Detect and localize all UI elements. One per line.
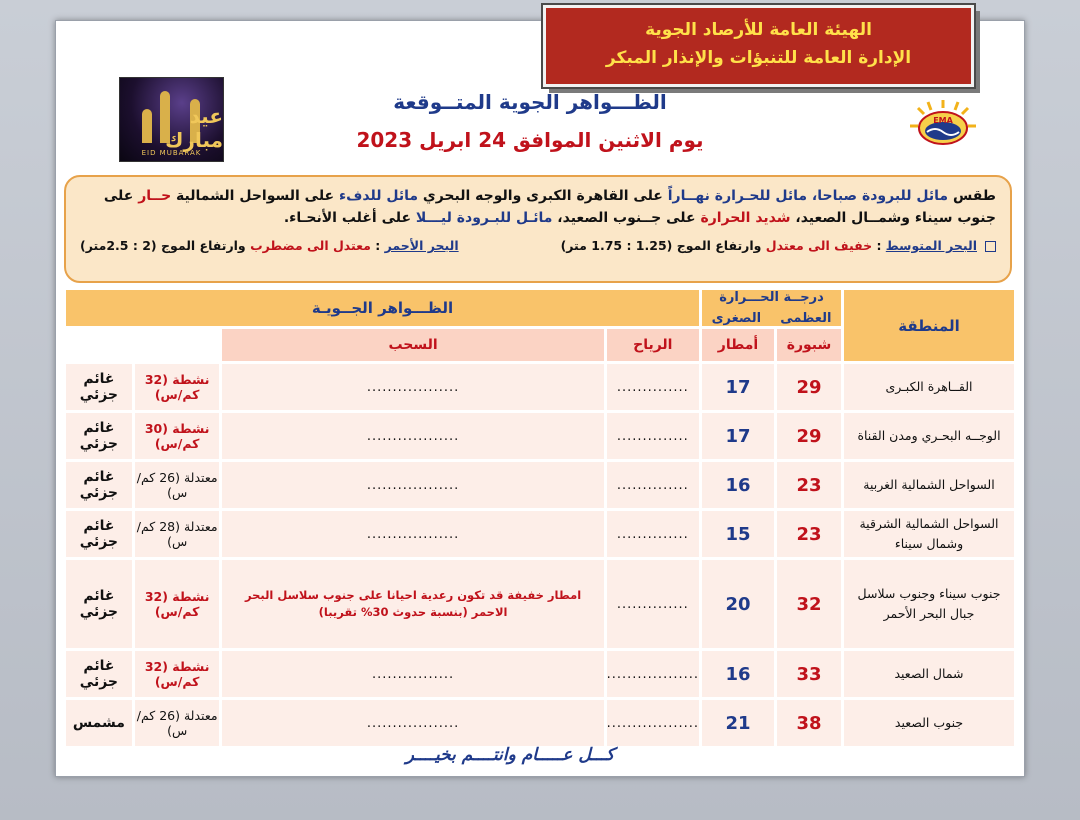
rain-cell: .................. [222, 511, 603, 557]
sea-state [80, 235, 996, 257]
region-cell: جنوب الصعيد [844, 700, 1014, 746]
fog-cell: .................. [607, 700, 699, 746]
table-row [66, 651, 1014, 697]
max-temp-cell: 32 [777, 560, 841, 648]
cloud-cell: غائم جزئي [66, 560, 132, 648]
cloud-header: السحب [222, 329, 603, 361]
eid-greeting-image [119, 77, 224, 162]
min-temp-cell: 21 [702, 700, 774, 746]
region-cell: السواحل الشمالية الغربية [844, 462, 1014, 508]
wind-cell: نشطة (32 كم/س) [135, 651, 220, 697]
cloud-cell: غائم جزئي [66, 364, 132, 410]
logo-text: EMA [933, 116, 953, 125]
max-temp-cell: 23 [777, 462, 841, 508]
phenomena-header: الظـــواهر الجــويـة [66, 290, 699, 326]
forecast-date: يوم الاثنين الموافق 24 ابريل 2023 [356, 128, 704, 152]
fog-header: شبورة [777, 329, 841, 361]
fog-cell: .............. [607, 462, 699, 508]
table-row [66, 364, 1014, 410]
table-row [66, 700, 1014, 746]
table-row [66, 560, 1014, 648]
min-temp-cell: 16 [702, 651, 774, 697]
cloud-cell: غائم جزئي [66, 651, 132, 697]
cloud-cell: غائم جزئي [66, 413, 132, 459]
min-header: الصغرى [711, 311, 762, 326]
cloud-cell: غائم جزئي [66, 462, 132, 508]
red-sea-state: البحر الأحمر : معتدل الى مضطرب وارتفاع الموج (2 : 2.5متر) [80, 238, 459, 253]
wind-cell: معتدلة (28 كم/س) [135, 511, 220, 557]
rain-cell: .................. [222, 700, 603, 746]
fog-cell: .............. [607, 413, 699, 459]
agency-department: الإدارة العامة للتنبؤات والإنذار المبكر [605, 48, 912, 68]
region-cell: جنوب سيناء وجنوب سلاسل جبال البحر الأحمر [844, 560, 1014, 648]
fog-cell: .............. [607, 511, 699, 557]
fog-cell: .............. [607, 364, 699, 410]
table-row [66, 462, 1014, 508]
wind-cell: نشطة (32 كم/س) [135, 560, 220, 648]
fog-cell: .............. [607, 560, 699, 648]
table-row [66, 511, 1014, 557]
rain-cell: .................. [222, 364, 603, 410]
max-temp-cell: 29 [777, 413, 841, 459]
rain-cell: .................. [222, 462, 603, 508]
region-header: المنطقة [844, 290, 1014, 361]
max-temp-cell: 38 [777, 700, 841, 746]
agency-banner [543, 5, 974, 87]
max-temp-cell: 29 [777, 364, 841, 410]
min-temp-cell: 17 [702, 364, 774, 410]
min-temp-cell: 17 [702, 413, 774, 459]
max-temp-cell: 33 [777, 651, 841, 697]
min-temp-cell: 15 [702, 511, 774, 557]
fog-cell: .................. [607, 651, 699, 697]
max-temp-cell: 23 [777, 511, 841, 557]
wind-cell: معتدلة (26 كم/س) [135, 700, 220, 746]
min-temp-cell: 16 [702, 462, 774, 508]
rain-cell: ................ [222, 651, 603, 697]
region-cell: شمال الصعيد [844, 651, 1014, 697]
forecast-table [63, 287, 1017, 749]
rain-cell: .................. [222, 413, 603, 459]
weather-summary [64, 175, 1012, 283]
wind-cell: معتدلة (26 كم/س) [135, 462, 220, 508]
agency-name: الهيئة العامة للأرصاد الجوية [645, 20, 872, 40]
cloud-cell: غائم جزئي [66, 511, 132, 557]
summary-text: طقس مائل للبرودة صباحا، مائل للحـرارة نهــاراً على القاهرة الكبرى والوجه البحري مائل للدفء على السواحل الشمالية حــار على جنوب سيناء وشمــال الصعيد، شديد الحرارة على جــنوب الصعيد، مائـل للبـرودة ليـــلا على أغلب الأنحـاء. [103, 188, 996, 226]
footer-greeting: كـــل عـــــام وانتــــم بخيــــر [405, 745, 615, 765]
rain-cell: امطار خفيفة قد تكون رعدية احيانا على جنوب سلاسل البحر الاحمر (بنسبة حدوث 30% تقريبا) [222, 560, 603, 648]
ema-logo [908, 98, 978, 148]
min-temp-cell: 20 [702, 560, 774, 648]
eid-arabic-text: عيد مبارك [165, 104, 223, 152]
mediterranean-sea-state: البحر المتوسط : خفيف الى معتدل وارتفاع الموج (1.25 : 1.75 متر) [561, 235, 996, 257]
rain-header: أمطار [702, 329, 774, 361]
page-title: الظـــواهر الجوية المتــوقعة [393, 90, 667, 114]
region-cell: القــاهرة الكبـرى [844, 364, 1014, 410]
wind-cell: نشطة (30 كم/س) [135, 413, 220, 459]
region-cell: السواحل الشمالية الشرقية وشمال سيناء [844, 511, 1014, 557]
region-cell: الوجــه البحـري ومدن القناة [844, 413, 1014, 459]
wind-cell: نشطة (32 كم/س) [135, 364, 220, 410]
table-row [66, 413, 1014, 459]
max-header: العظمى [780, 311, 832, 326]
wind-header: الرياح [607, 329, 699, 361]
eid-latin-text: EID MUBARAK [141, 149, 202, 157]
temperature-header: درجــة الحـــرارة العظمى الصغرى [702, 290, 841, 326]
checkbox-icon [985, 241, 996, 252]
cloud-cell: مشمس [66, 700, 132, 746]
